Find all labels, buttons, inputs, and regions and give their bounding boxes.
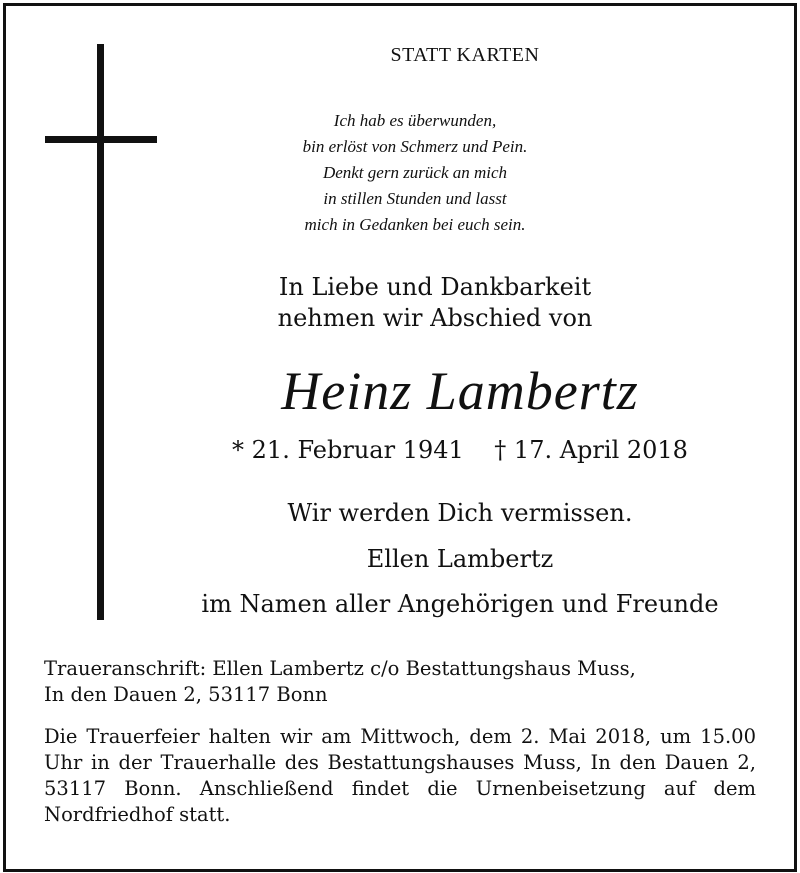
address-line: In den Dauen 2, 53117 Bonn <box>44 683 328 706</box>
poem-line: Ich hab es überwunden, <box>333 111 497 130</box>
intro-text <box>150 272 720 334</box>
poem <box>150 108 680 238</box>
poem-line: bin erlöst von Schmerz und Pein. <box>302 137 528 156</box>
birth-date: * 21. Februar 1941 <box>232 436 464 464</box>
poem-line: mich in Gedanken bei euch sein. <box>304 215 526 234</box>
signature-line: im Namen aller Angehörigen und Freunde <box>201 590 719 618</box>
cross-icon <box>97 44 104 620</box>
death-date: † 17. April 2018 <box>494 436 688 464</box>
cross-icon-bar <box>45 136 157 143</box>
poem-line: in stillen Stunden und lasst <box>323 189 507 208</box>
intro-line: nehmen wir Abschied von <box>277 304 593 332</box>
address-line: Traueranschrift: Ellen Lambertz c/o Bestattungshaus Muss, <box>44 657 636 680</box>
intro-line: In Liebe und Dankbarkeit <box>278 273 592 301</box>
life-dates <box>170 436 750 464</box>
ceremony-details: Die Trauerfeier halten wir am Mittwoch, dem 2. Mai 2018, um 15.00 Uhr in der Trauerhalle des Bestattungshauses Muss, In den Dauen 2, 53117 Bonn. Anschließend findet die Urnenbeisetzung auf dem Nordfriedhof statt. <box>44 725 756 826</box>
closing-text: Wir werden Dich vermissen. <box>287 499 633 527</box>
mourning-address <box>44 656 764 708</box>
poem-line: Denkt gern zurück an mich <box>322 163 508 182</box>
notice-header: STATT KARTEN <box>390 44 540 66</box>
deceased-name: Heinz Lambertz <box>281 361 639 421</box>
family-name: Ellen Lambertz <box>366 545 554 573</box>
